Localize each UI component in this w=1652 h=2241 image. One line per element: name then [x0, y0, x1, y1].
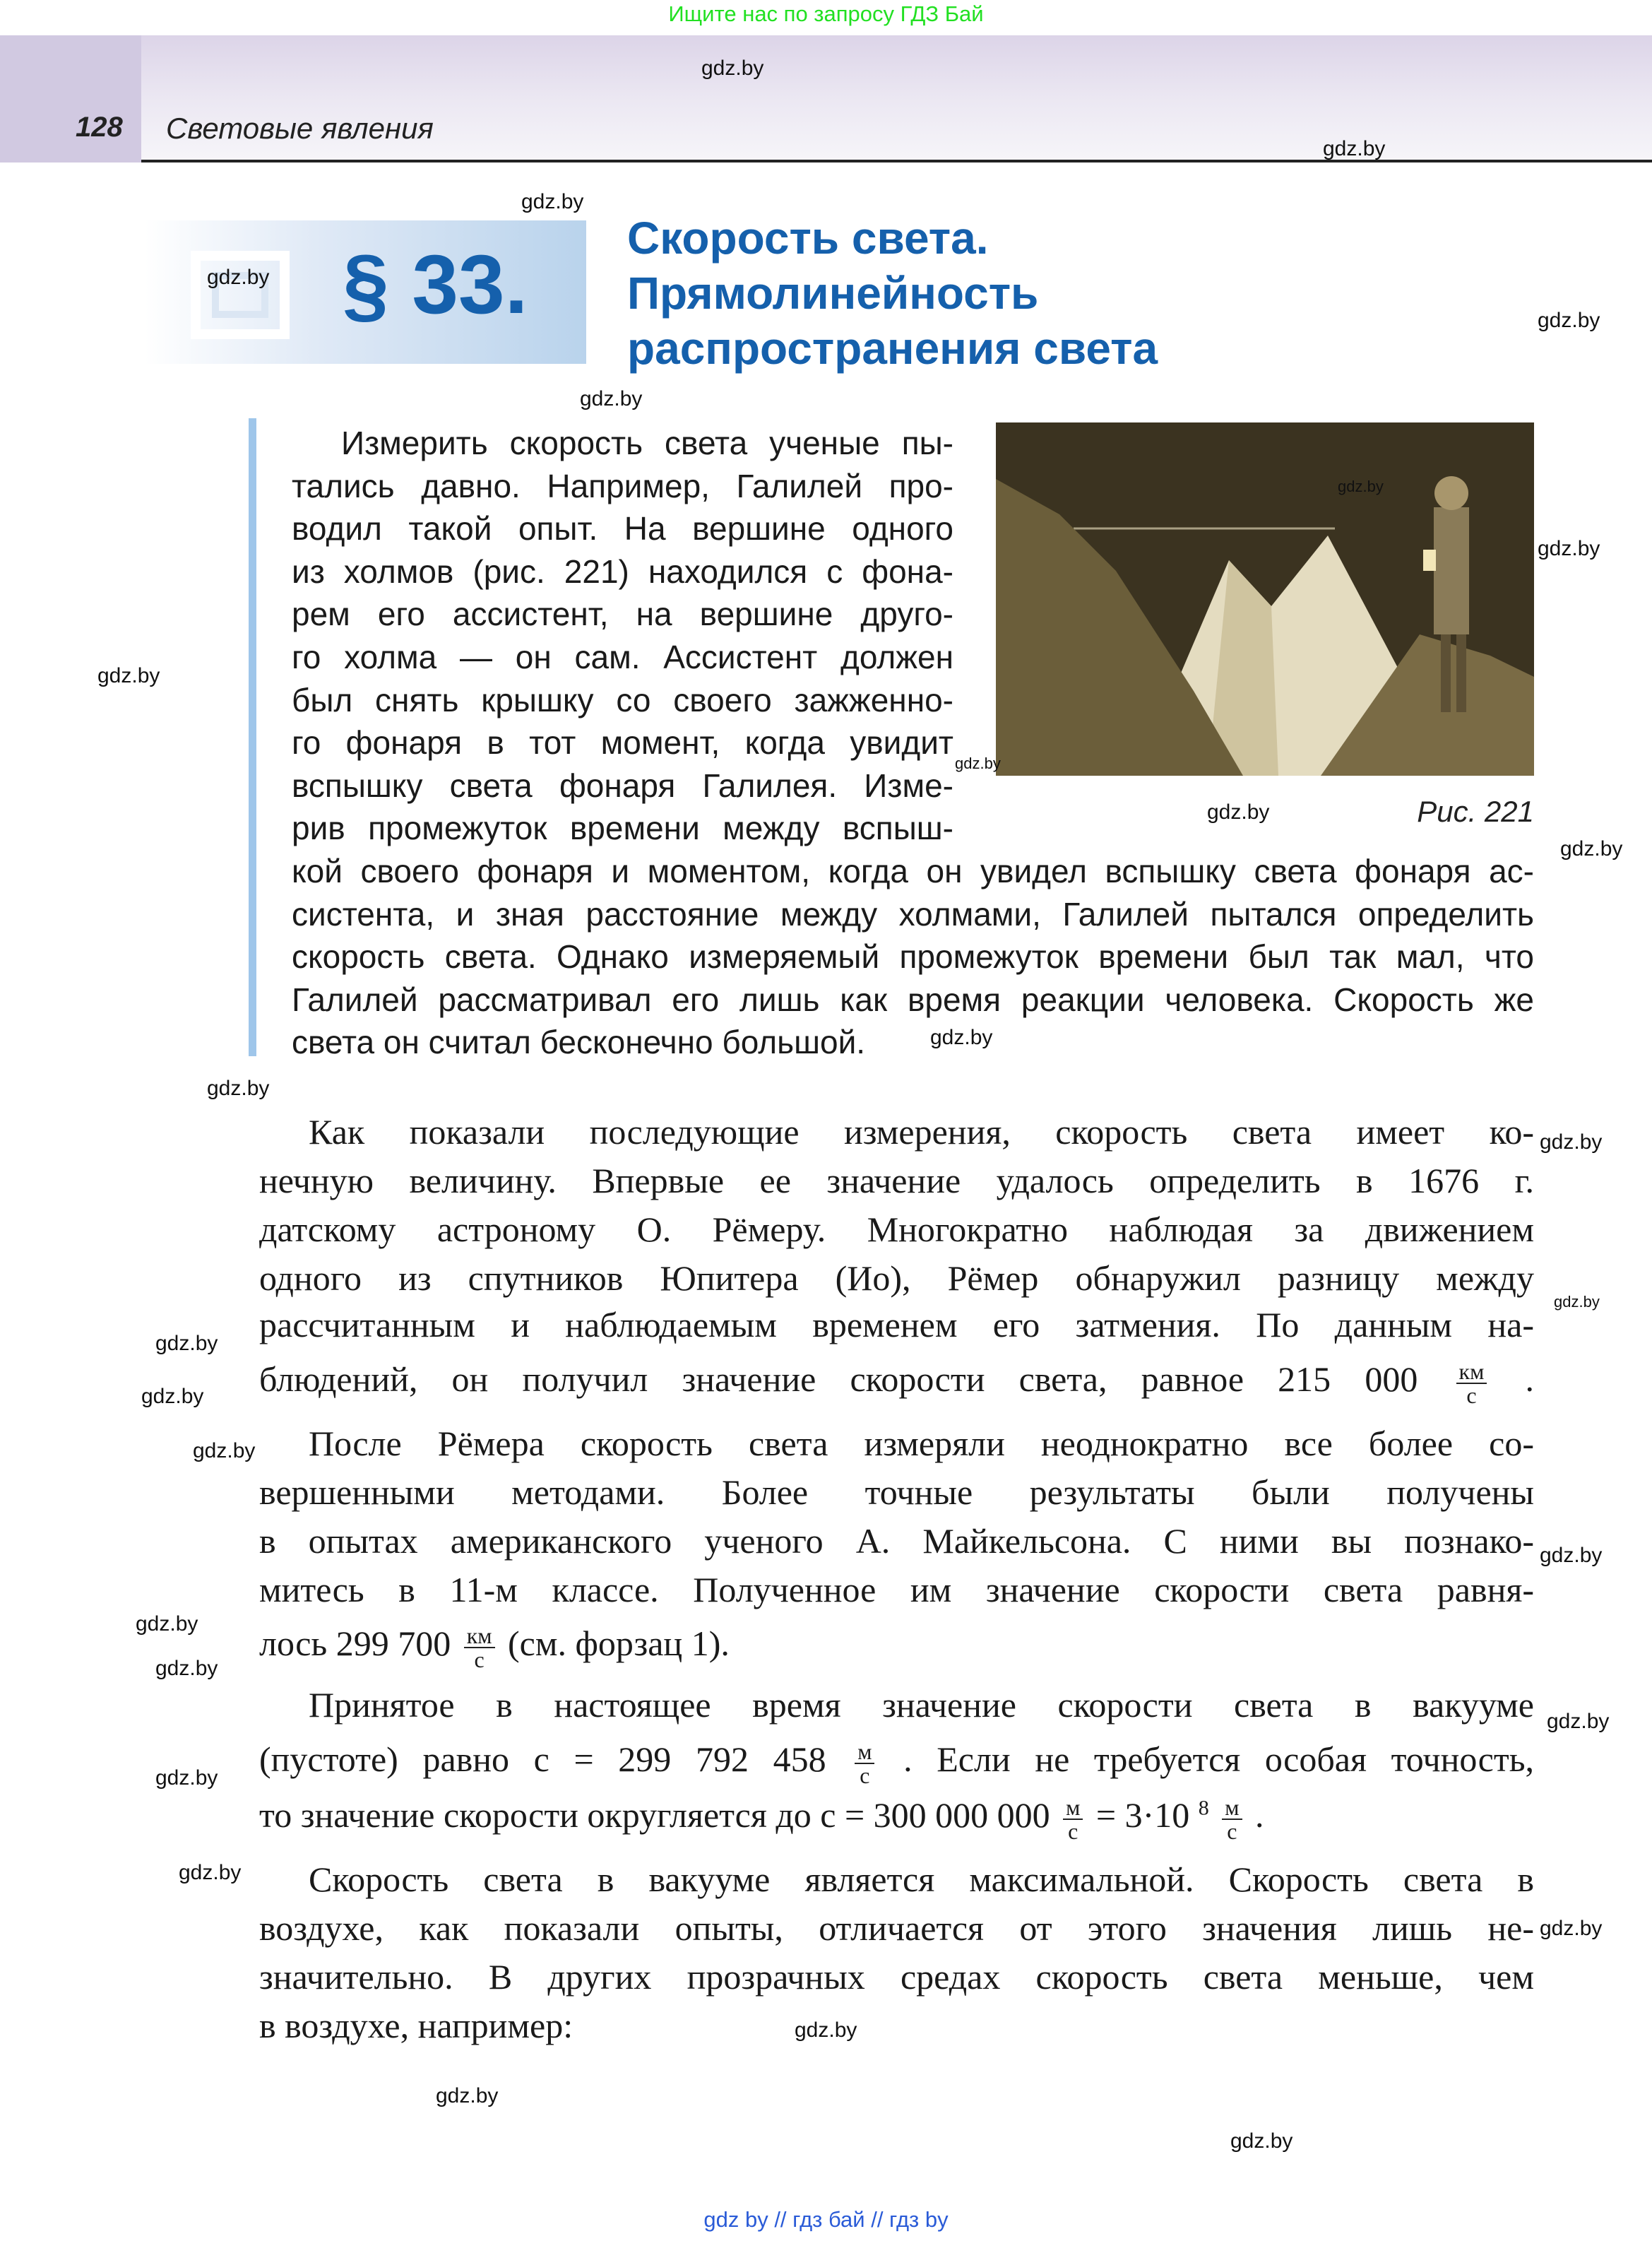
text-line: Измерить скорость света ученые пы-: [341, 425, 953, 461]
fraction-numerator: м: [855, 1740, 874, 1764]
text-line: [259, 1156, 1534, 1205]
watermark-text: gdz.by: [795, 2018, 857, 2042]
watermark-text: gdz.by: [155, 1332, 218, 1355]
text-line: водил такой опыт. На вершине одного: [292, 510, 953, 548]
text-line: [309, 1419, 1534, 1468]
highlight-bar: [249, 418, 256, 1056]
fraction-denominator: с: [1466, 1382, 1477, 1408]
watermark-text: gdz.by: [97, 664, 160, 687]
text-line: [259, 1565, 1534, 1614]
text-line: рем его ассистент, на вершине друго-: [292, 596, 953, 633]
watermark-text: gdz.by: [1338, 478, 1384, 495]
watermark-text: gdz.by: [155, 1766, 218, 1790]
fraction-numerator: м: [1222, 1796, 1242, 1820]
text-segment: Как показали последующие измерения, скорость света имеет ко-: [309, 1112, 1534, 1152]
watermark-text: gdz.by: [1230, 2129, 1293, 2153]
watermark-text: gdz.by: [1540, 1917, 1603, 1940]
watermark-text: gdz.by: [1538, 309, 1600, 332]
section-number: § 33.: [343, 238, 528, 331]
watermark-text: gdz.by: [179, 1861, 242, 1884]
fraction-numerator: км: [464, 1624, 495, 1648]
text-segment: датскому астроному О. Рёмеру. Многократно наблюдая за движением: [259, 1210, 1534, 1249]
watermark-text: gdz.by: [1207, 800, 1270, 824]
watermark-text: gdz.by: [1323, 137, 1386, 160]
text-line: из холмов (рис. 221) находился с фона-: [292, 552, 953, 590]
text-segment: Скорость света в вакууме является максимальной. Скорость света в: [309, 1859, 1534, 1899]
watermark-text: gdz.by: [207, 1077, 270, 1100]
fraction-numerator: м: [1063, 1796, 1083, 1820]
fraction-denominator: с: [1227, 1818, 1237, 1844]
text-segment: После Рёмера скорость света измеряли неоднократно все более со-: [309, 1424, 1534, 1463]
text-segment: в воздухе, например:: [259, 2006, 574, 2045]
figure-galileo-hills: [996, 422, 1534, 776]
watermark-text: gdz.by: [521, 190, 584, 213]
text-segment: (пустоте) равно c = 299 792 458: [259, 1739, 826, 1779]
text-line: вспышку света фонаря Галилея. Изме-: [292, 767, 953, 804]
text-line: [259, 2001, 1534, 2050]
text-segment: нечную величину. Впервые ее значение удалось определить в 1676 г.: [259, 1161, 1534, 1200]
watermark-text: gdz.by: [136, 1612, 198, 1636]
text-line: [259, 1253, 1534, 1303]
section-title-line: Скорость света.: [627, 213, 989, 264]
text-segment: одного из спутников Юпитера (Ио), Рёмер обнаружил разницу между: [259, 1258, 1534, 1298]
text-segment: .: [1255, 1795, 1264, 1835]
text-line: [309, 1855, 1534, 1904]
text-segment: вершенными методами. Более точные результаты были получены: [259, 1472, 1534, 1512]
text-segment: = 3·10: [1095, 1795, 1190, 1835]
text-line: [259, 1205, 1534, 1254]
text-line: го фонаря в тот момент, когда увидит: [292, 724, 953, 762]
search-hint-banner: Ищите нас по запросу ГДЗ Бай: [668, 1, 984, 26]
text-line: [259, 1619, 1534, 1672]
text-segment: значительно. В других прозрачных средах скорость света меньше, чем: [259, 1957, 1534, 1997]
text-segment: лось 299 700: [259, 1624, 451, 1663]
watermark-text: gdz.by: [1547, 1710, 1610, 1733]
text-line: [309, 1107, 1534, 1157]
watermark-text: gdz.by: [141, 1385, 204, 1408]
fraction-denominator: с: [860, 1762, 870, 1788]
watermark-text: gdz.by: [155, 1657, 218, 1680]
text-segment: . Если не требуется особая точность,: [903, 1739, 1535, 1779]
unit-fraction: [464, 1624, 495, 1671]
section-title-line: Прямолинейность: [627, 268, 1039, 319]
watermark-text: gdz.by: [436, 2084, 499, 2107]
text-line: был снять крышку со своего зажженно-: [292, 681, 953, 719]
watermark-text: gdz.by: [930, 1026, 993, 1049]
unit-fraction: [855, 1740, 874, 1787]
watermark-text: gdz.by: [955, 755, 1001, 772]
watermark-text: gdz.by: [580, 387, 643, 410]
text-line: го холма — он сам. Ассистент должен: [292, 639, 953, 675]
fraction-denominator: с: [474, 1646, 485, 1672]
text-line: [259, 1952, 1534, 2001]
text-segment: то значение скорости округляется до c = 300 000 000: [259, 1795, 1050, 1835]
text-line: [259, 1467, 1534, 1517]
unit-fraction: [1456, 1360, 1487, 1407]
page-number: 128: [76, 112, 123, 143]
chapter-title: Световые явления: [166, 112, 434, 145]
text-line: Галилей рассматривал его лишь как время реакции человека. Скорость же: [292, 981, 1534, 1018]
text-segment: рассчитанным и наблюдаемым временем его затмения. По данным на-: [259, 1305, 1534, 1344]
watermark-text: gdz.by: [1538, 537, 1600, 560]
watermark-text: gdz.by: [1560, 837, 1623, 861]
text-segment: Принятое в настоящее время значение скорости света в вакууме: [309, 1685, 1534, 1725]
section-title-line: распространения света: [627, 323, 1158, 374]
footer-links: gdz by // гдз бай // гдз by: [703, 2207, 949, 2232]
text-line: [259, 1734, 1535, 1788]
text-segment: .: [1525, 1359, 1534, 1399]
text-line: кой своего фонаря и моментом, когда он увидел вспышку света фонаря ас-: [292, 853, 1534, 889]
fraction-numerator: км: [1456, 1360, 1487, 1384]
text-line: рив промежуток времени между вспыш-: [292, 810, 953, 847]
header-side-block: [0, 35, 141, 162]
text-line: [309, 1680, 1534, 1729]
fraction-denominator: с: [1068, 1818, 1078, 1844]
watermark-text: gdz.by: [1554, 1293, 1600, 1311]
text-line: света он считал бесконечно большой.: [292, 1024, 866, 1061]
text-line: [259, 1516, 1534, 1566]
text-line: [259, 1790, 1534, 1844]
text-segment: митесь в 11-м классе. Полученное им значение скорости света равня-: [259, 1570, 1534, 1609]
watermark-text: gdz.by: [207, 266, 270, 289]
text-segment: (см. форзац 1).: [508, 1624, 730, 1663]
text-segment: блюдений, он получил значение скорости света, равное 215 000: [259, 1359, 1418, 1399]
text-line: [259, 1300, 1534, 1349]
watermark-text: gdz.by: [193, 1439, 256, 1462]
unit-fraction: [1222, 1796, 1242, 1843]
text-line: [259, 1354, 1534, 1408]
text-segment: в опытах американского ученого А. Майкельсона. С ними вы познако-: [259, 1521, 1534, 1561]
watermark-text: gdz.by: [701, 57, 764, 80]
exponent: 8: [1198, 1796, 1209, 1820]
text-line: скорость света. Однако измеряемый промежуток времени был так мал, что: [292, 938, 1534, 976]
text-line: систента, и зная расстояние между холмами, Галилей пытался определить: [292, 895, 1534, 933]
unit-fraction: [1063, 1796, 1083, 1843]
text-line: [259, 1903, 1534, 1953]
watermark-text: gdz.by: [1540, 1544, 1603, 1567]
figure-caption: Рис. 221: [1417, 795, 1534, 828]
text-segment: воздухе, как показали опыты, отличается от этого значения лишь не-: [259, 1908, 1534, 1948]
illustration-image: [996, 422, 1534, 776]
watermark-text: gdz.by: [1540, 1130, 1603, 1154]
text-line: тались давно. Например, Галилей про-: [292, 467, 953, 504]
